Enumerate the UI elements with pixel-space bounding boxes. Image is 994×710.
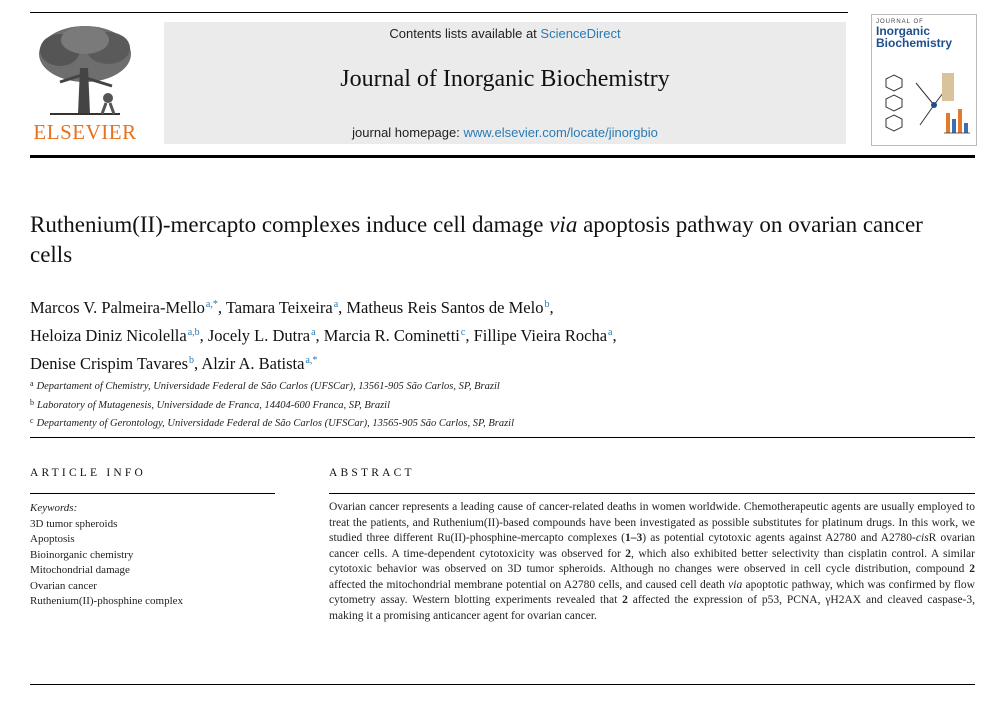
affiliation-text: Departamenty of Gerontology, Universidade Federal de São Carlos (UFSCar), 13565-905 São Carlos, SP, Brazil xyxy=(36,418,514,429)
author-name[interactable]: Marcia R. Cominetti xyxy=(323,326,460,345)
bottom-rule xyxy=(30,684,975,685)
abstract-bold: 1–3 xyxy=(624,532,643,544)
title-part1: Ruthenium(II)-mercapto complexes induce cell damage xyxy=(30,212,550,237)
article-info-rule xyxy=(30,493,275,494)
abstract-segment: ) as potential cytotoxic agents against A2780 and A2780- xyxy=(642,532,916,544)
affiliation-item xyxy=(30,413,930,432)
journal-title: Journal of Inorganic Biochemistry xyxy=(340,66,670,92)
author-affiliation-mark[interactable]: a xyxy=(311,327,316,338)
author-name[interactable]: Matheus Reis Santos de Melo xyxy=(346,298,544,317)
abstract-segment: affected the mitochondrial membrane potential on A2780 cells, and caused cell death xyxy=(329,578,729,591)
abstract-bold: 2 xyxy=(625,547,632,560)
author-affiliation-mark[interactable]: a,* xyxy=(205,299,218,310)
author-separator: , xyxy=(549,298,554,317)
affiliation-item xyxy=(30,376,930,395)
author-affiliation-mark[interactable]: a xyxy=(608,327,613,338)
affiliation-key: b xyxy=(30,397,34,407)
abstract-italic: via xyxy=(728,578,743,591)
abstract-bold: 2 xyxy=(969,563,975,575)
abstract-segment: Ovarian cancer represents a leading cause of cancer-related deaths in women worldwide. Chemotherapeutic agents are usually employed to treat the patients, and Ruthenium(II)-based compounds have been investigated as possible substitutes for platinum drugs. In this work, we studied three different Ru(II)-phosphine-mercapto complexes ( xyxy=(329,501,975,544)
contents-prefix: Contents lists available at xyxy=(389,26,541,41)
abstract-italic: cis xyxy=(915,532,929,544)
journal-cover[interactable] xyxy=(871,14,977,146)
abstract-text xyxy=(329,500,975,624)
keyword-item: Ruthenium(II)-phosphine complex xyxy=(30,595,184,607)
publisher-name: ELSEVIER xyxy=(33,120,137,144)
cover-title xyxy=(876,19,972,49)
article-info-heading: ARTICLE INFO xyxy=(30,467,146,479)
top-rule xyxy=(30,12,848,13)
keywords-label: Keywords: xyxy=(30,502,78,514)
cover-small-text: JOURNAL OF xyxy=(876,19,924,25)
cover-artwork-icon xyxy=(876,69,972,141)
author-list xyxy=(30,292,930,376)
title-italic: via xyxy=(549,212,578,237)
cover-line1: Inorganic xyxy=(876,24,931,38)
keyword-item: Apoptosis xyxy=(30,533,75,545)
affiliation-divider xyxy=(30,437,975,438)
affiliation-text: Laboratory of Mutagenesis, Universidade de Franca, 14404-600 Franca, SP, Brazil xyxy=(37,399,390,411)
keyword-item: Ovarian cancer xyxy=(30,579,97,592)
journal-homepage-link[interactable]: www.elsevier.com/locate/jinorgbio xyxy=(463,125,658,140)
author-affiliation-mark[interactable]: b xyxy=(544,299,550,310)
abstract-heading: ABSTRACT xyxy=(329,467,415,479)
abstract-segment: , which also exhibited better selectivity than cisplatin control. A similar cytotoxic behavior was observed on 3D tumor spheroids. Although no changes were observed in cell cycle distribution, compound xyxy=(329,547,975,575)
contents-line xyxy=(164,26,846,41)
author-name[interactable]: Heloiza Diniz Nicolella xyxy=(30,326,187,345)
sciencedirect-link[interactable]: ScienceDirect xyxy=(540,26,621,41)
affiliation-item xyxy=(30,395,930,414)
author-affiliation-mark[interactable]: b xyxy=(189,355,195,366)
affiliation-key: c xyxy=(30,416,34,425)
abstract-segment: affected the expression of p53, PCNA, γH2AX and cleaved caspase-3, making it a promising anticancer agent for ovarian cancer. xyxy=(329,594,976,622)
abstract-rule xyxy=(329,493,975,494)
author-affiliation-mark[interactable]: a xyxy=(333,299,339,310)
author-name[interactable]: Marcos V. Palmeira-Mello xyxy=(30,298,205,317)
author-name[interactable]: Jocely L. Dutra xyxy=(207,326,311,345)
author-name[interactable]: Denise Crispim Tavares xyxy=(30,354,189,373)
keyword-item: Bioinorganic chemistry xyxy=(30,548,134,561)
author-separator: , xyxy=(465,326,474,345)
journal-masthead xyxy=(164,22,846,144)
author-separator: , xyxy=(338,298,347,317)
title-part2: apoptosis pathway on ovarian cancer cells xyxy=(30,212,923,267)
homepage-line xyxy=(164,125,846,140)
author-affiliation-mark[interactable]: a,* xyxy=(305,355,318,366)
author-separator: , xyxy=(612,326,617,345)
author-name[interactable]: Alzir A. Batista xyxy=(201,354,305,373)
homepage-prefix: journal homepage: xyxy=(352,125,464,140)
abstract-segment: apoptotic pathway, which was confirmed by flow cytometry assay. Western blotting experiments revealed that xyxy=(329,578,975,606)
affiliation-list xyxy=(30,376,930,432)
author-affiliation-mark[interactable]: a,b xyxy=(187,327,200,338)
abstract-bold: 2 xyxy=(622,594,628,606)
author-separator: , xyxy=(217,298,226,317)
affiliation-text: Departament of Chemistry, Universidade Federal de São Carlos (UFSCar), 13561-905 São Carlos, SP, Brazil xyxy=(36,381,500,392)
header-divider xyxy=(30,155,975,158)
elsevier-logo[interactable] xyxy=(30,20,140,145)
keyword-item: 3D tumor spheroids xyxy=(30,517,118,530)
author-separator: , xyxy=(194,354,202,373)
abstract-segment: R ovarian cancer cells. A time-dependent cytotoxicity was observed for xyxy=(329,532,976,560)
author-separator: , xyxy=(315,326,324,345)
keywords-list xyxy=(30,501,275,610)
author-affiliation-mark[interactable]: c xyxy=(460,327,466,338)
article-title xyxy=(30,210,930,270)
author-name[interactable]: Fillipe Vieira Rocha xyxy=(473,326,608,345)
author-name[interactable]: Tamara Teixeira xyxy=(225,298,333,317)
author-separator: , xyxy=(199,326,208,345)
keyword-item: Mitochondrial damage xyxy=(30,564,130,576)
cover-line2: Biochemistry xyxy=(876,36,953,50)
affiliation-key: a xyxy=(30,379,34,388)
tree-icon xyxy=(30,20,140,120)
